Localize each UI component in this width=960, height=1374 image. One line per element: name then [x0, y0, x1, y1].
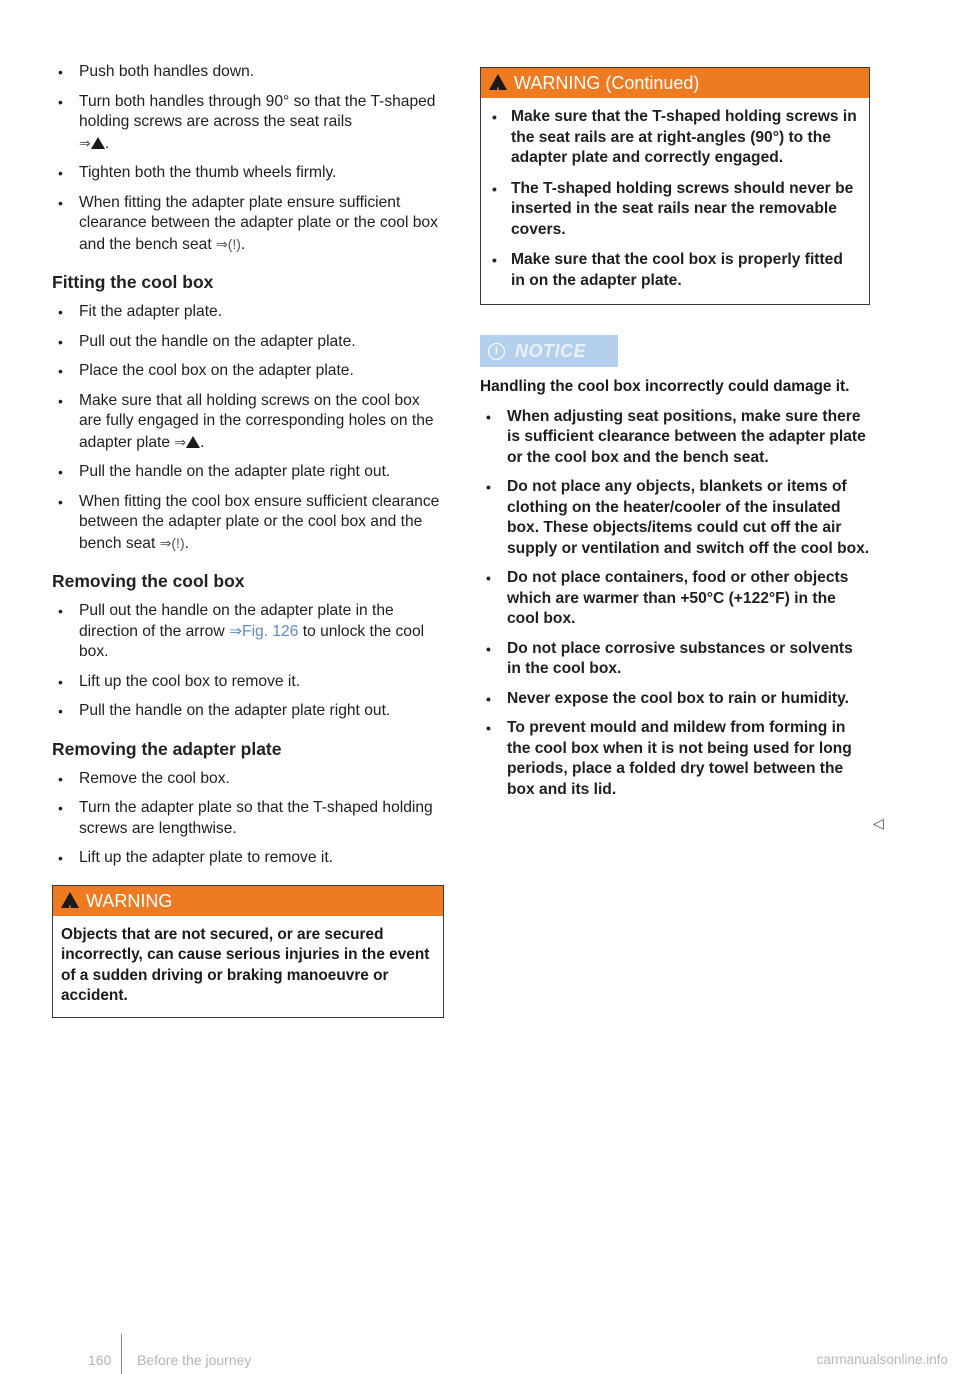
arrow-symbol: ⇒ [79, 134, 91, 151]
list-item: • Push both handles down. [52, 62, 444, 83]
list-item: • The T-shaped holding screws should never be inserted in the seat rails near the removable covers. [489, 179, 861, 241]
list-item: • Remove the cool box. [52, 769, 444, 790]
list-item: • Pull the handle on the adapter plate right out. [52, 701, 444, 722]
figure-link[interactable]: ⇒Fig. 126 [228, 622, 299, 640]
list-item: • Do not place any objects, blankets or items of clothing on the heater/cooler of the insulated box. These objects/items could cut off the air supply or ventilation and switch off the cool box. [480, 477, 870, 559]
list-item: • Never expose the cool box to rain or humidity. [480, 689, 870, 710]
right-column [480, 67, 870, 809]
notice-intro: Handling the cool box incorrectly could damage it. [480, 378, 850, 395]
notice-header [480, 335, 618, 367]
list-item: • Do not place containers, food or other objects which are warmer than +50°C (+122°F) in the cool box. [480, 568, 870, 630]
warning-triangle-icon[interactable] [186, 436, 200, 448]
section-heading-fitting: Fitting the cool box [52, 272, 214, 292]
list-item: • When fitting the cool box ensure sufficient clearance between the adapter plate or the cool box and the bench seat ⇒(!). [52, 492, 444, 555]
list-item: • When fitting the adapter plate ensure sufficient clearance between the adapter plate or the cool box and the bench seat ⇒(!). [52, 193, 444, 256]
list-item: • Turn both handles through 90° so that the T-shaped holding screws are across the seat rails ⇒ . [52, 92, 444, 155]
list-item: • Make sure that the cool box is properly fitted in on the adapter plate. [489, 250, 861, 291]
list-item: • Lift up the adapter plate to remove it. [52, 848, 444, 869]
list-item: • Make sure that all holding screws on the cool box are fully engaged in the corresponding holes on the adapter plate ⇒ . [52, 391, 444, 454]
section-heading-removing-plate: Removing the adapter plate [52, 738, 282, 759]
warning-text: Objects that are not secured, or are secured incorrectly, can cause serious injuries in the event of a sudden driving or braking manoeuvre or accident. [61, 925, 430, 1004]
warning-triangle-icon[interactable] [91, 137, 105, 149]
section-heading-removing-box: Removing the cool box [52, 571, 245, 591]
list-item: • Tighten both the thumb wheels firmly. [52, 163, 444, 184]
list-item: • Place the cool box on the adapter plate. [52, 361, 444, 382]
warning-triangle-icon [489, 74, 507, 90]
footer-divider [121, 1334, 122, 1374]
watermark: carmanualsonline.info [816, 1352, 948, 1367]
page-number: 160 [88, 1352, 112, 1368]
notice-ref-icon[interactable]: (!) [171, 534, 185, 551]
list-item: • Pull out the handle on the adapter plate. [52, 332, 444, 353]
list-item: • Lift up the cool box to remove it. [52, 672, 444, 693]
notice-icon: ! [488, 343, 505, 360]
notice-ref-icon[interactable]: (!) [227, 235, 241, 252]
warning-triangle-icon [61, 892, 79, 908]
chapter-title: Before the journey [137, 1352, 252, 1368]
list-item: • Do not place corrosive substances or solvents in the cool box. [480, 639, 870, 680]
warning-header: ! WARNING [53, 886, 443, 916]
warning-header: ! WARNING (Continued) [481, 68, 869, 98]
list-item: • When adjusting seat positions, make sure there is sufficient clearance between the adapter plate or the cool box and the bench seat. [480, 407, 870, 469]
warning-continued-box [480, 67, 870, 305]
list-item: • Pull the handle on the adapter plate right out. [52, 462, 444, 483]
list-item: • Turn the adapter plate so that the T-shaped holding screws are lengthwise. [52, 798, 444, 839]
end-of-section-icon: ◁ [873, 815, 884, 831]
list-item: • To prevent mould and mildew from forming in the cool box when it is not being used for long periods, place a folded dry towel between the box and its lid. [480, 718, 870, 800]
left-column [52, 62, 444, 1018]
list-item: • Make sure that the T-shaped holding screws in the seat rails are at right-angles (90°) to the adapter plate and correctly engaged. [489, 107, 861, 169]
warning-body [481, 98, 869, 304]
notice-label: NOTICE [515, 340, 587, 361]
list-item: • Fit the adapter plate. [52, 302, 444, 323]
list-item: • Pull out the handle on the adapter plate in the direction of the arrow ⇒Fig. 126 to unlock the cool box. [52, 601, 444, 663]
warning-box [52, 885, 444, 1018]
warning-body [53, 916, 443, 1017]
